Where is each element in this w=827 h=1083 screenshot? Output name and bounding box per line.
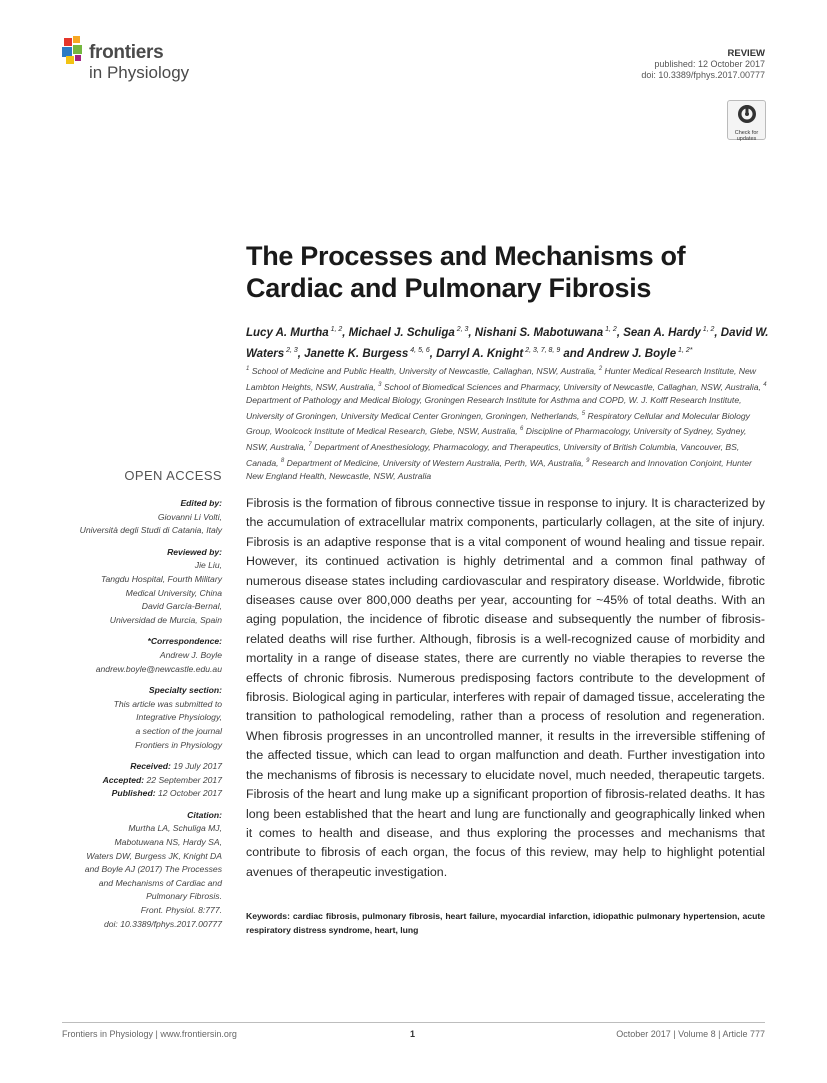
brand-name: frontiers bbox=[89, 42, 164, 63]
author-name[interactable]: Michael J. Schuliga bbox=[348, 326, 455, 339]
reviewed-by bbox=[40, 546, 222, 628]
affiliation-number: 8 bbox=[280, 457, 285, 464]
journal-logo[interactable] bbox=[62, 36, 222, 86]
check-for-updates-button[interactable] bbox=[727, 100, 766, 140]
citation bbox=[40, 809, 222, 931]
keywords-text: cardiac fibrosis, pulmonary fibrosis, heart failure, myocardial infarction, idiopathic pulmonary hypertension, acute respiratory distress syndrome, heart, lung bbox=[246, 911, 766, 935]
page-number: 1 bbox=[410, 1029, 416, 1039]
specialty-line: This article was submitted to bbox=[113, 698, 222, 709]
author-affiliation-sup: 1, 2* bbox=[676, 346, 693, 354]
edited-by-label: Edited by: bbox=[180, 498, 222, 508]
affiliation-text: Hunter Medical Research Institute, New Lambton Heights, NSW, Australia, bbox=[246, 365, 756, 392]
affiliations bbox=[246, 363, 768, 484]
affiliation-text: Respiratory Cellular and Molecular Biology Group, Woolcock Institute of Medical Research, Glebe, NSW, Australia, bbox=[246, 410, 750, 437]
article-type: REVIEW bbox=[727, 48, 765, 59]
citation-line: and Mechanisms of Cardiac and bbox=[98, 877, 222, 888]
reviewer-line: Jie Liu, bbox=[194, 560, 222, 571]
citation-line: Waters DW, Burgess JK, Knight DA bbox=[86, 850, 222, 861]
correspondence-label: *Correspondence: bbox=[147, 636, 222, 647]
citation-line: and Boyle AJ (2017) The Processes bbox=[84, 864, 222, 875]
affiliation-number: 7 bbox=[308, 441, 312, 448]
affiliation-text: Discipline of Pharmacology, University of Sydney, Sydney, NSW, Australia, bbox=[246, 426, 747, 452]
affiliation-text: Research and Innovation Conjoint, Hunter New England Health, Newcastle, NSW, Australia bbox=[246, 457, 752, 482]
affiliation-number: 3 bbox=[378, 381, 382, 388]
reviewer-line: Medical University, China bbox=[125, 587, 222, 598]
specialty-line: Integrative Physiology, bbox=[136, 712, 222, 723]
received-date bbox=[40, 760, 222, 774]
article-title: The Processes and Mechanisms of Cardiac and Pulmonary Fibrosis bbox=[246, 241, 686, 303]
affiliation-text: School of Biomedical Sciences and Pharmacy, University of Newcastle, Callaghan, NSW, Australia, bbox=[381, 381, 764, 392]
affiliation-text: School of Medicine and Public Health, University of Newcastle, Callaghan, NSW, Australia, bbox=[249, 365, 599, 376]
journal-name: in Physiology bbox=[89, 63, 190, 82]
affiliation-number: 6 bbox=[520, 426, 524, 433]
correspondence-name: Andrew J. Boyle bbox=[159, 649, 222, 660]
author-name[interactable]: Andrew J. Boyle bbox=[586, 347, 677, 360]
correspondence bbox=[40, 635, 222, 676]
open-access-label: OPEN ACCESS bbox=[124, 468, 222, 483]
specialty-section bbox=[40, 684, 222, 752]
received-value: 19 July 2017 bbox=[173, 761, 222, 772]
affiliation-number: 5 bbox=[581, 410, 586, 417]
keywords-label: Keywords: bbox=[246, 911, 290, 921]
reviewer-line: Tangdu Hospital, Fourth Military bbox=[100, 573, 222, 584]
accepted-date bbox=[40, 774, 222, 788]
affiliation-number: 4 bbox=[763, 381, 767, 388]
author-affiliation-sup: 2, 3, 7, 8, 9 bbox=[523, 346, 561, 354]
specialty-line: Frontiers in Physiology bbox=[135, 739, 222, 750]
author-name[interactable]: Darryl A. Knight bbox=[436, 347, 524, 360]
editor-affiliation: Università degli Studi di Catania, Italy bbox=[79, 525, 222, 536]
affiliation-number: 9 bbox=[586, 457, 590, 464]
article-dates bbox=[40, 760, 222, 801]
edited-by bbox=[40, 497, 222, 538]
specialty-line: a section of the journal bbox=[135, 725, 222, 736]
footer-journal-link[interactable]: Frontiers in Physiology | www.frontiersin.org bbox=[62, 1029, 237, 1039]
citation-label: Citation: bbox=[187, 809, 222, 820]
correspondence-email[interactable]: andrew.boyle@newcastle.edu.au bbox=[95, 663, 222, 674]
frontiers-logo-icon bbox=[62, 36, 88, 66]
published-date-side bbox=[40, 787, 222, 801]
affiliation-text: Department of Pathology and Medical Biology, Groningen Research Institute for Asthma and COPD, W. J. Kolff Research Institute, University of Groningen, University Medical Center Groningen, Groningen, Netherlands, bbox=[246, 395, 742, 421]
published-date: published: 12 October 2017 bbox=[654, 59, 765, 69]
author-name[interactable]: Nishani S. Mabotuwana bbox=[474, 326, 604, 339]
keywords bbox=[246, 910, 765, 937]
citation-line: Pulmonary Fibrosis. bbox=[146, 891, 222, 902]
doi-link[interactable]: doi: 10.3389/fphys.2017.00777 bbox=[641, 70, 765, 80]
author-name[interactable]: Sean A. Hardy bbox=[623, 326, 701, 339]
article-meta-header bbox=[545, 48, 765, 81]
footer-issue-info: October 2017 | Volume 8 | Article 777 bbox=[616, 1029, 765, 1039]
editor-name: Giovanni Li Volti, bbox=[157, 511, 222, 522]
reviewer-line: Universidad de Murcia, Spain bbox=[109, 614, 222, 625]
received-label: Received: bbox=[130, 761, 171, 772]
check-updates-icon bbox=[737, 104, 757, 124]
published-label: Published: bbox=[111, 788, 156, 799]
published-value: 12 October 2017 bbox=[157, 788, 222, 799]
citation-line: Murtha LA, Schuliga MJ, bbox=[128, 823, 222, 834]
citation-line: Mabotuwana NS, Hardy SA, bbox=[114, 837, 222, 848]
citation-line: Front. Physiol. 8:777. bbox=[140, 905, 222, 916]
author-name[interactable]: David W. Waters bbox=[246, 326, 769, 360]
author-affiliation-sup: 1, 2 bbox=[603, 326, 617, 333]
abstract-text: Fibrosis is the formation of fibrous connective tissue in response to injury. It is characterized by the accumulation of extracellular matrix components, particularly collagen, at the site of injury. Fibrosis is an adaptive response that is a vital component of wound healing and tissue repair. However, its continued activation is highly detrimental and a common final pathway of numerous disease states including cardiovascular and respiratory disease. Worldwide, fibrotic diseases cause over 800,000 deaths per year, accounting for ~45% of total deaths. With an aging population, the incidence of fibrotic disease and subsequently the number of fibrosis-related deaths will rise further. Although, fibrosis is a well-recognized cause of morbidity and mortality in a range of disease states, there are currently no viable therapies to reverse the effects of chronic fibrosis. Numerous predisposing factors contribute to the development of fibrosis. Biological aging in particular, interferes with repair of damaged tissue, accelerating the transition to pathological remodeling, rather than a process of resolution and regeneration. When fibrosis progresses in an uncontrolled manner, it results in the irreversible stiffening of the affected tissue, which can lead to organ malfunction and death. Further investigation into the mechanisms of fibrosis is necessary to elucidate novel, much needed, therapeutic targets. Fibrosis of the heart and lung make up a significant proportion of fibrosis-related deaths. It has long been established that the heart and lung are functionally and geographically linked when it comes to health and disease, and thus exploring the processes and mechanisms that contribute to fibrosis of each organ, the focus of this review, may help to highlight potential avenues of therapeutic investigation. bbox=[246, 496, 765, 879]
affiliation-number: 2 bbox=[598, 366, 603, 372]
accepted-value: 22 September 2017 bbox=[146, 774, 222, 785]
check-updates-label: Check for updates bbox=[734, 130, 759, 142]
author-name[interactable]: Lucy A. Murtha bbox=[246, 326, 329, 339]
affiliation-number: 1 bbox=[246, 366, 250, 372]
author-affiliation-sup: 4, 5, 6 bbox=[408, 346, 430, 354]
reviewer-line: David García-Bernal, bbox=[141, 601, 222, 612]
accepted-label: Accepted: bbox=[102, 774, 145, 785]
author-affiliation-sup: 1, 2 bbox=[700, 326, 715, 333]
author-affiliation-sup: 2, 3 bbox=[454, 326, 469, 333]
citation-doi[interactable]: doi: 10.3389/fphys.2017.00777 bbox=[103, 918, 222, 929]
affiliation-text: Department of Anesthesiology, Pharmacology, and Therapeutics, University of British Columbia, Vancouver, BS, Canada, bbox=[246, 441, 740, 468]
specialty-label: Specialty section: bbox=[148, 685, 222, 696]
affiliation-text: Department of Medicine, University of Western Australia, Perth, WA, Australia, bbox=[284, 457, 587, 468]
author-affiliation-sup: 1, 2 bbox=[328, 326, 343, 333]
reviewed-by-label: Reviewed by: bbox=[167, 546, 222, 557]
article-info-sidebar bbox=[40, 497, 222, 939]
author-list: Lucy A. Murtha $^{1, 2}$, Michael J. Schuliga $^{2, 3}$, Nishani S. Mabotuwana $^{1, 2}$, Sean A. Hardy $^{1, 2}$, David W. Waters $^{2, 3}$, Janette K. Burgess $^{4, 5, 6}$, Darryl A. Knight $^{2, 3, 7, 8, 9}$ and Andrew J. Boyle $^{1, 2*}$ bbox=[246, 326, 769, 360]
author-name[interactable]: Janette K. Burgess bbox=[304, 347, 409, 360]
author-affiliation-sup: 2, 3 bbox=[284, 346, 298, 354]
footer-divider bbox=[62, 1022, 765, 1023]
